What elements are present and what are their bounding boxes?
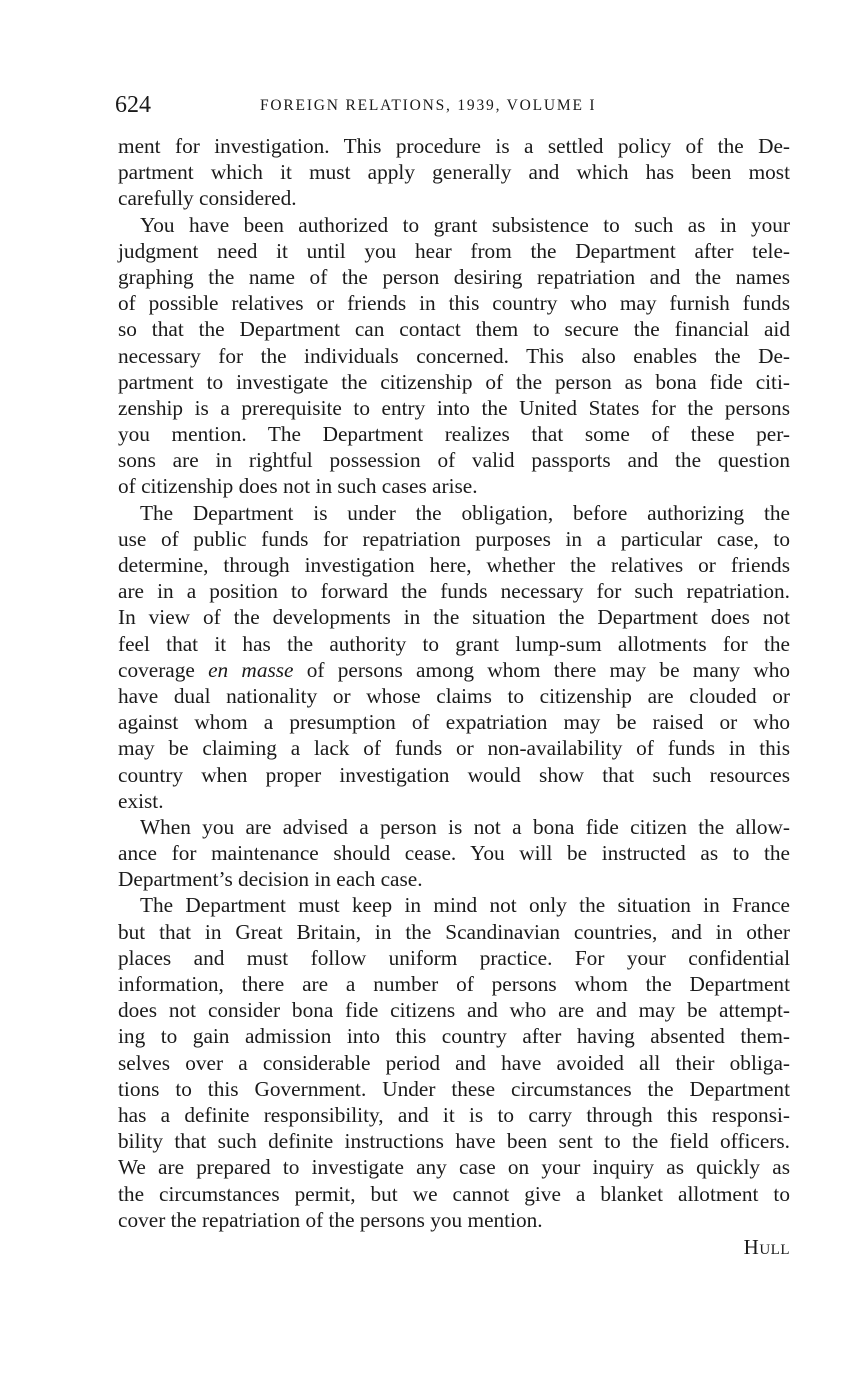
text-line: bility that such definite instructions have been sent to the field officers.: [118, 1129, 790, 1154]
text-line: ing to gain admission into this country after having absented them-: [118, 1024, 790, 1049]
signature: Hull: [743, 1235, 790, 1259]
text-line: the circumstances permit, but we cannot give a blanket allotment to: [118, 1181, 790, 1206]
text-line: In view of the developments in the situation the Department does not: [118, 605, 790, 630]
text-line: does not consider bona fide citizens and who are and may be attempt-: [118, 998, 790, 1023]
text-line: You have been authorized to grant subsistence to such as in your: [140, 212, 790, 237]
running-header: [115, 88, 790, 122]
text-line: of citizenship does not in such cases arise.: [118, 474, 478, 499]
text-line: have dual nationality or whose claims to citizenship are clouded or: [118, 683, 790, 708]
text-line: Department’s decision in each case.: [118, 867, 423, 892]
text-line: use of public funds for repatriation purposes in a particular case, to: [118, 526, 790, 551]
text-line: tions to this Government. Under these circumstances the Department: [118, 1076, 790, 1101]
text-line: sons are in rightful possession of valid passports and the question: [118, 448, 790, 473]
paragraph: [118, 133, 790, 212]
text-line: are in a position to forward the funds necessary for such repatriation.: [118, 579, 790, 604]
text-line: country when proper investigation would show that such resources: [118, 762, 790, 787]
text-line: The Department is under the obligation, before authorizing the: [140, 500, 790, 525]
text-line: has a definite responsibility, and it is to carry through this responsi-: [118, 1102, 790, 1127]
text-line: cover the repatriation of the persons you mention.: [118, 1207, 543, 1232]
text-line: partment to investigate the citizenship of the person as bona fide citi-: [118, 369, 790, 394]
paragraph: [118, 500, 790, 814]
paragraph: [118, 892, 790, 1232]
text-line: selves over a considerable period and have avoided all their obliga-: [118, 1050, 790, 1075]
page-number: 624: [115, 92, 151, 118]
text-line: We are prepared to investigate any case on your inquiry as quickly as: [118, 1155, 790, 1180]
text-line: zenship is a prerequisite to entry into the United States for the persons: [118, 395, 790, 420]
text-line: feel that it has the authority to grant lump-sum allotments for the: [118, 631, 790, 656]
text-line: places and must follow uniform practice. For your confidential: [118, 945, 790, 970]
body-text: [118, 133, 790, 1233]
italic-phrase: en masse: [208, 657, 294, 682]
text-line: graphing the name of the person desiring repatriation and the names: [118, 264, 790, 289]
text-line: necessary for the individuals concerned. This also enables the De-: [118, 343, 790, 368]
text-line: When you are advised a person is not a bona fide citizen the allow-: [140, 814, 790, 839]
text-line: but that in Great Britain, in the Scandinavian countries, and in other: [118, 919, 790, 944]
paragraph: [118, 814, 790, 893]
text-line: ment for investigation. This procedure is a settled policy of the De-: [118, 134, 790, 158]
text-line: exist.: [118, 788, 164, 813]
text-line: may be claiming a lack of funds or non-availability of funds in this: [118, 736, 790, 761]
text-line: partment which it must apply generally and which has been most: [118, 160, 790, 185]
text-line: coverage en masse of persons among whom there may be many who: [118, 657, 790, 682]
text-line: of possible relatives or friends in this country who may furnish funds: [118, 291, 790, 316]
running-title: FOREIGN RELATIONS, 1939, VOLUME I: [260, 97, 597, 114]
text-line: information, there are a number of persons whom the Department: [118, 972, 790, 996]
text-line: you mention. The Department realizes that some of these per-: [118, 422, 790, 447]
text-line: carefully considered.: [118, 186, 297, 211]
text-line: so that the Department can contact them to secure the financial aid: [118, 317, 790, 342]
text-line: against whom a presumption of expatriation may be raised or who: [118, 710, 790, 735]
text-line: The Department must keep in mind not only the situation in France: [140, 893, 790, 918]
text-line: judgment need it until you hear from the Department after tele-: [118, 238, 790, 263]
paragraph: [118, 212, 790, 500]
text-line: ance for maintenance should cease. You will be instructed as to the: [118, 841, 790, 866]
text-line: determine, through investigation here, whether the relatives or friends: [118, 553, 790, 577]
